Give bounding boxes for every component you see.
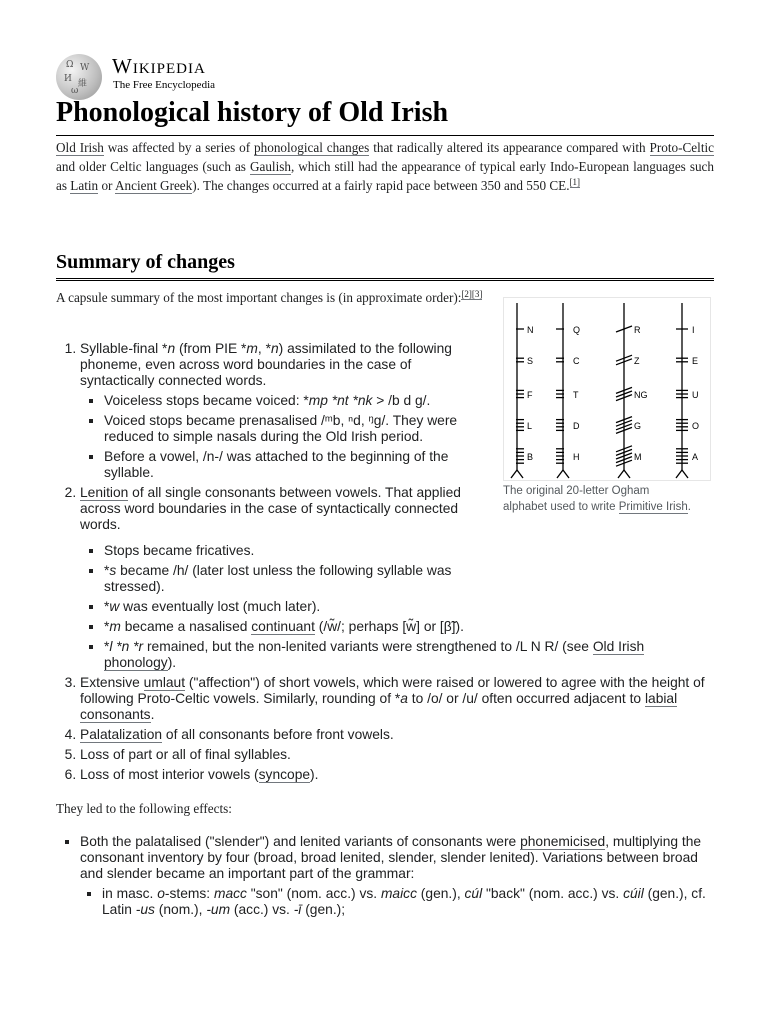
effects-list <box>56 834 716 918</box>
link-umlaut[interactable]: umlaut <box>143 675 186 690</box>
link-continuant[interactable]: continuant <box>251 619 315 634</box>
tagline: The Free Encyclopedia <box>113 79 216 91</box>
link-ancient-greek[interactable]: Ancient Greek <box>115 178 193 193</box>
list-item: ▪ Voiceless stops became voiced: *mp *nt *nk > /b d g/. <box>104 393 484 409</box>
ogham-letter-label: F <box>527 390 533 400</box>
ogham-letter-label: C <box>573 356 580 366</box>
page-title: Phonological history of Old Irish <box>56 94 714 136</box>
list-item: ▪ *w was eventually lost (much later). <box>104 599 475 615</box>
link-gaulish[interactable]: Gaulish <box>249 159 291 174</box>
list-item: 3. Extensive umlaut ("affection") of short vowels, which were raised or lowered to agree with the height of following Proto-Celtic vowels. Similarly, rounding of *a to /o/ or /u/ often occurred adjacent to labial consonants. <box>80 675 720 723</box>
list-item: ▪ Stops became fricatives. <box>104 543 475 559</box>
ogham-letter-label: B <box>527 452 534 462</box>
ogham-letter-label: G <box>634 421 642 431</box>
ogham-letter-label: T <box>573 390 579 400</box>
reference-3[interactable]: [3] <box>471 288 483 299</box>
summary-lead: A capsule summary of the most important changes is (in approximate order):[2][3] <box>56 288 483 305</box>
effects-lead: They led to the following effects: <box>56 801 232 816</box>
ogham-letter-label: NG <box>634 390 648 400</box>
link-phonemicised[interactable]: phonemicised <box>520 834 606 849</box>
ogham-letter-label: S <box>527 356 534 366</box>
list-item: ▪ in masc. o-stems: macc "son" (nom. acc.) vs. maicc (gen.), cúl "back" (nom. acc.) vs. cúil (gen.), cf. Latin -us (nom.), -um (acc.) vs. -ī (gen.); <box>102 886 716 918</box>
link-labial-consonants[interactable]: labial consonants <box>80 691 678 722</box>
link-lenition[interactable]: Lenition <box>80 485 129 500</box>
wordmark: Wikipedia <box>112 54 206 78</box>
list-item: 6. Loss of most interior vowels (syncope). <box>80 767 720 783</box>
ogham-letter-label: R <box>634 325 641 335</box>
link-palatalization[interactable]: Palatalization <box>80 727 163 742</box>
ogham-letter-label: A <box>692 452 699 462</box>
sub-list <box>80 886 716 918</box>
list-item: 4. Palatalization of all consonants before front vowels. <box>80 727 720 743</box>
link-phonological-changes[interactable]: phonological changes <box>254 140 370 155</box>
ogham-letter-label: M <box>634 452 642 462</box>
ogham-letter-label: I <box>692 325 695 335</box>
ogham-letter-label: N <box>527 325 534 335</box>
link-primitive-irish[interactable]: Primitive Irish <box>618 501 688 513</box>
intro-paragraph: Old Irish was affected by a series of phonological changes that radically altered its appearance compared with Proto-Celtic and older Celtic languages (such as Gaulish, which still had the appearance of typical early Indo-European languages such as Latin or Ancient Greek). The changes occurred at a fairly rapid pace between 350 and 550 CE.[1] <box>56 140 715 193</box>
sub-list <box>80 393 475 481</box>
link-old-irish[interactable]: Old Irish <box>56 140 104 155</box>
link-proto-celtic[interactable]: Proto-Celtic <box>649 140 715 155</box>
list-item: ▪ *s became /h/ (later lost unless the following syllable was stressed). <box>104 563 475 595</box>
ogham-letter-label: Q <box>573 325 581 335</box>
wikipedia-logo[interactable] <box>56 52 256 100</box>
ogham-letter-label: E <box>692 356 699 366</box>
list-item: 2. Lenition of all single consonants between vowels. That applied across word boundaries in the case of syntactically connected words. ▪ Stops became fricatives. ▪ *s became /h/ (later lost unless the following syllable was stressed). ▪ *w was eventually lost (much later). ▪ *m became a nasalised continuant (/w̃/; perhaps [w̃] or [β̃]). ▪ *l *n *r remained, but the non-lenited variants were strengthened to /L N R/ (see Old Irish phonology). <box>80 485 475 671</box>
ogham-letter-label: L <box>527 421 533 431</box>
list-item: ▪ Before a vowel, /n-/ was attached to the beginning of the syllable. <box>104 449 484 481</box>
list-item: ▪ Voiced stops became prenasalised /ᵐb, ⁿd, ᵑg/. They were reduced to simple nasals during the Old Irish period. <box>104 413 484 445</box>
puzzle-globe-icon: Ω W И 維 ω <box>56 54 102 100</box>
section-heading-summary: Summary of changes <box>56 248 714 281</box>
list-item: 1. Syllable-final *n (from PIE *m, *n) assimilated to the following phoneme, even across word boundaries in the case of syntactically connected words. ▪ Voiceless stops became voiced: *mp *nt *nk > /b d g/. ▪ Voiced stops became prenasalised /ᵐb, ⁿd, ᵑg/. They were reduced to simple nasals during the Old Irish period. ▪ Before a vowel, /n-/ was attached to the beginning of the syllable. <box>80 341 475 481</box>
list-item: ▪ *m became a nasalised continuant (/w̃/; perhaps [w̃] or [β̃]). <box>104 619 475 635</box>
link-syncope[interactable]: syncope <box>258 767 311 782</box>
list-item: ▪ *l *n *r remained, but the non-lenited variants were strengthened to /L N R/ (see Old Irish phonology). <box>104 639 694 671</box>
list-item: 5. Loss of part or all of final syllables. <box>80 747 720 763</box>
ogham-letter-label: U <box>692 390 699 400</box>
reference-1[interactable]: [1] <box>569 176 581 187</box>
link-old-irish-phonology[interactable]: Old Irish phonology <box>104 639 645 670</box>
link-latin[interactable]: Latin <box>70 178 99 193</box>
reference-2[interactable]: [2] <box>461 288 472 299</box>
changes-list <box>56 341 720 787</box>
list-item: ▪ Both the palatalised ("slender") and lenited variants of consonants were phonemicised, multiplying the consonant inventory by four (broad, broad lenited, slender, slender lenited). Variations between broad and slender became an important part of the grammar: ▪ in masc. o-stems: macc "son" (nom. acc.) vs. maicc (gen.), cúl "back" (nom. acc.) vs. cúil (gen.), cf. Latin -us (nom.), -um (acc.) vs. -ī (gen.); <box>80 834 716 918</box>
ogham-letter-label: D <box>573 421 580 431</box>
figure-caption: The original 20-letter Ogham alphabet used to write Primitive Irish. <box>503 485 691 513</box>
ogham-letter-label: O <box>692 421 700 431</box>
ogham-letter-label: Z <box>634 356 640 366</box>
ogham-letter-label: H <box>573 452 580 462</box>
